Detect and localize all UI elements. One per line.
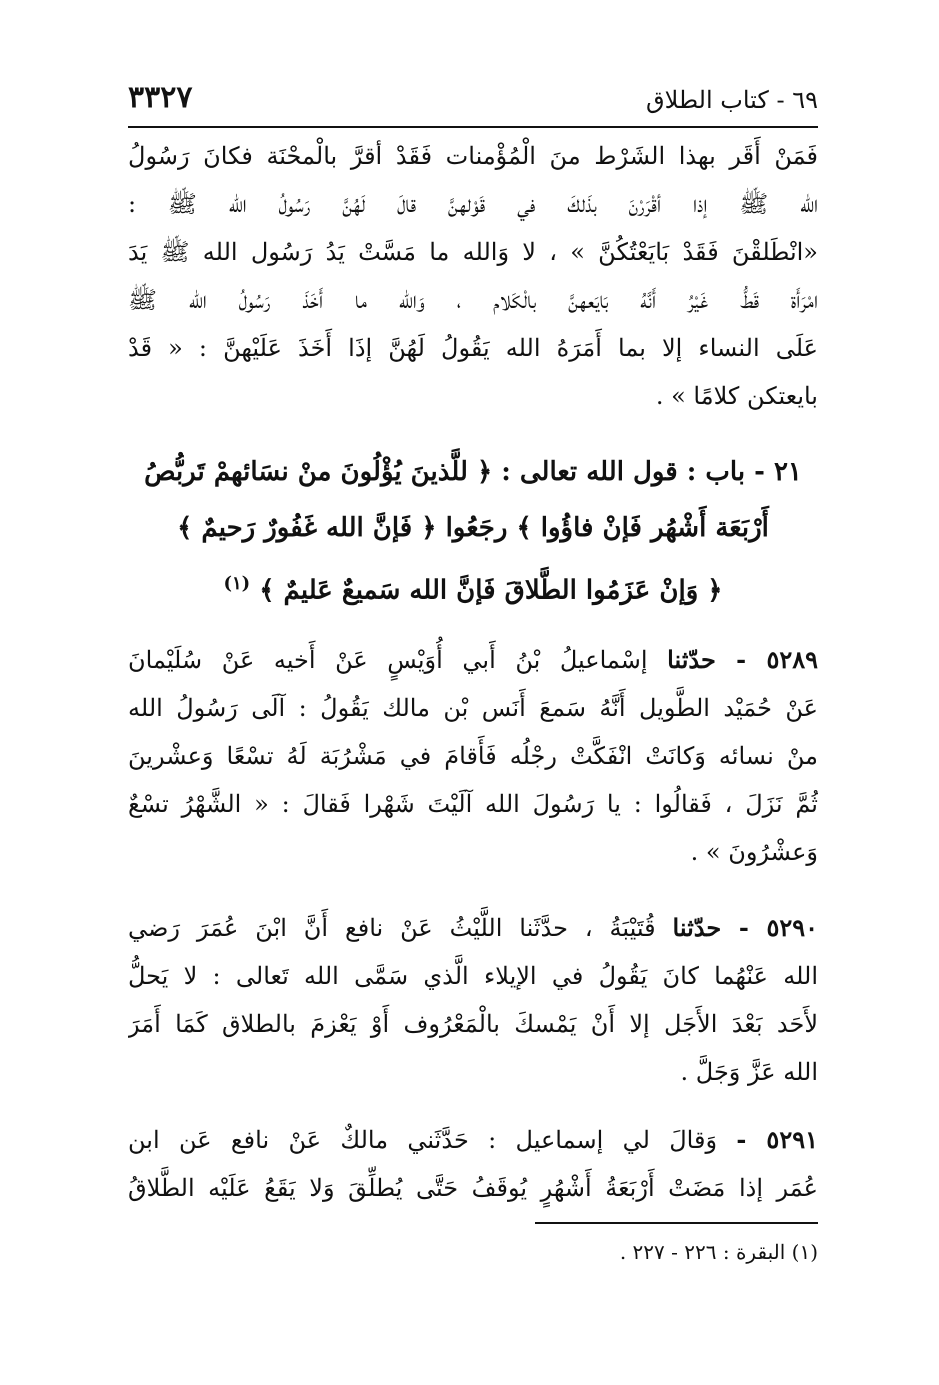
hadith-first-line [128,904,818,952]
text-line: «انْطَلقْنَ فَقَدْ بَايَعْتُكُنَّ » ، لا وَالله ما مَسَّتْ يَدُ رَسُول الله ﷺ يَدَ [128,238,818,266]
hadith-text: إسْماعيلُ بْنُ أَبي أُوَيْسٍ عَنْ أَخيه عَنْ سُلَيْمانَ [128,646,648,674]
text-line: الله ﷺ إذا أقْرَرْنَ بذَلكَ في قَوْلهنَّ قالَ لَهُنَّ رَسُولُ الله ﷺ : [128,190,818,218]
text-line: امْرَأَة قَطُّ غَيْرُ أَنَّهُ بَايَعهنَّ بالْكَلام ، وَالله ما أَخَذَ رَسُولُ الله ﷺ [128,286,818,314]
hadith-number: ٥٢٩٠ - حدّثنا [672,913,818,942]
hadith-text: وَقالَ لي إسماعيل : حَدَّثَني مالكٌ عَنْ نافع عَن ابن [128,1126,718,1154]
text-line: بايعتكن كلامًا » . [655,382,818,410]
text-line: عَلَى النساء إلا بما أَمَرَهُ الله يَقُولُ لَهُنَّ إذَا أَخَذَ عَلَيْهنَّ : « قَدْ [128,334,818,362]
text-line: الله عَزَّ وَجَلَّ . [680,1058,818,1086]
hadith-5289 [128,636,818,876]
hadith-5290 [128,904,818,1096]
header-divider [128,126,818,128]
text-line: ثُمَّ نَزَلَ ، فَقالُوا : يا رَسُولَ الله آلَيْتَ شَهْرا فَقالَ : « الشَّهْرُ تسْعٌ [128,790,818,818]
text-line: فَمَنْ أَقَر بهذا الشَرْط منَ الْمُؤْمنات فَقَدْ أقرَّ بالْمحْنَة فكانَ رَسُولُ [128,142,818,170]
text-line: لأَحَد بَعْدَ الأَجَل إلا أَنْ يَمْسكَ بالْمَعْرُوف أَوْ يَعْزمَ بالطلاق كَمَا أَمَرَ [128,1010,818,1038]
footnote-divider [535,1222,818,1224]
hadith-first-line [128,1116,818,1164]
text-line: عَنْ حُمَيْد الطَّويل أَنَّهُ سَمعَ أَنَس بْن مالك يَقُولُ : آلَى رَسُولُ الله [128,694,818,722]
page-header [128,80,818,124]
page-number: ٣٣٢٧ [128,80,193,115]
chapter-title: ٦٩ - كتاب الطلاق [646,86,818,114]
heading-line: ٢١ - باب : قول الله تعالى : ﴿ للَّذينَ يُؤْلُونَ منْ نسَائهمْ تَربُّصُ [144,457,802,487]
hadith-5291 [128,1116,818,1212]
chapter-heading [128,444,818,612]
footnote: (١) البقرة : ٢٢٦ - ٢٢٧ . [619,1240,818,1264]
footnote-marker: (١) [223,573,251,594]
heading-line-text: ﴿ وَإنْ عَزَمُوا الطَّلاقَ فَإنَّ الله سَميعٌ عَليمٌ ﴾ [259,575,723,606]
hadith-number: ٥٢٨٩ - حدّثنا [667,645,818,674]
hadith-first-line [128,636,818,684]
intro-paragraph [128,132,818,420]
heading-line-3 [128,556,818,612]
heading-line: أَرْبَعَة أَشْهُر فَإنْ فاؤُوا ﴾ رجَعُوا ﴿ فَإنَّ الله غَفُورٌ رَحيمٌ ﴾ [177,513,769,543]
text-line: عُمَر إذا مَضَتْ أَرْبَعَةُ أَشْهُرٍ يُوقَفُ حَتَّى يُطلِّقَ وَلا يَقَعُ عَلَيْه الطَّلاقُ [128,1174,818,1202]
text-line: وَعشْرُونَ » . [690,838,818,866]
hadith-text: قُتَيْبَةُ ، حدَّثَنا اللَّيْثُ عَنْ نافع أَنَّ ابْنَ عُمَرَ رَضي [128,914,656,942]
text-line: الله عَنْهُما كانَ يَقُولُ في الإيلاء الَّذي سَمَّى الله تَعالى : لا يَحلُّ [128,962,818,990]
text-line: منْ نسائه وَكانَتْ انْفَكَّتْ رجْلُه فَأَقامَ في مَشْرُبَة لَهُ تسْعًا وَعشْرينَ [128,742,818,770]
hadith-number: ٥٢٩١ - [736,1125,818,1154]
